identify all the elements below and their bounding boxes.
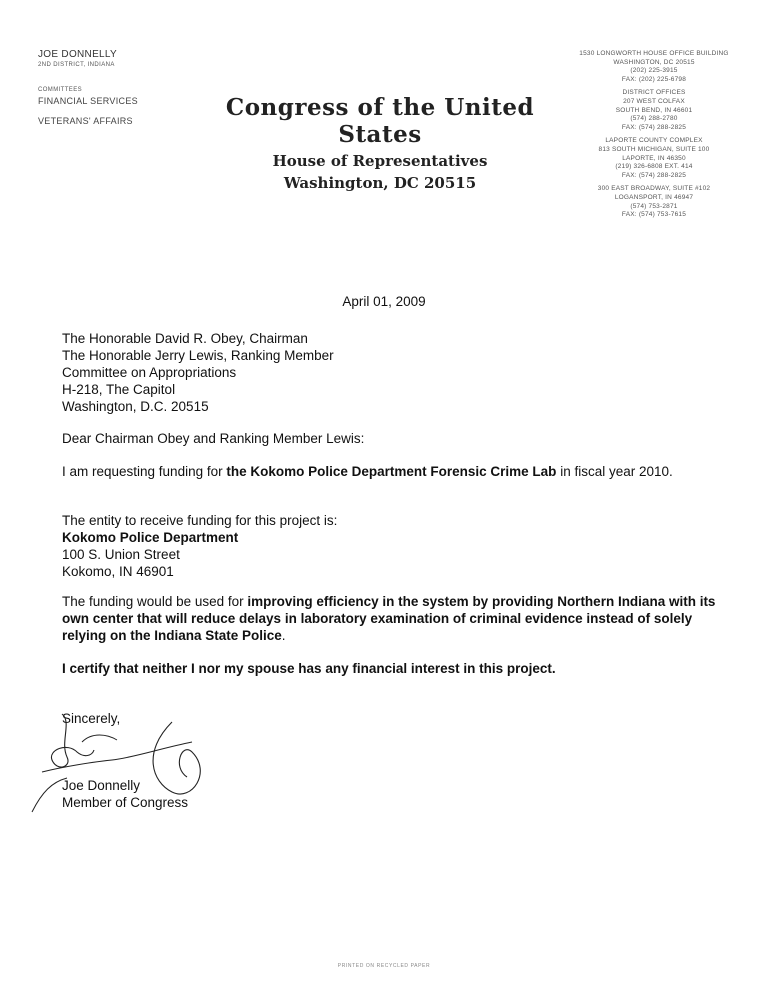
committee-item: VETERANS' AFFAIRS: [38, 116, 133, 126]
office-line: (202) 225-3915: [630, 67, 678, 75]
dc-office: [574, 50, 734, 84]
purpose-text: The funding would be used for: [62, 594, 248, 609]
district-offices-label: DISTRICT OFFICES: [622, 89, 686, 97]
addressee-line: H-218, The Capitol: [62, 382, 176, 397]
office-line: FAX: (202) 225-6798: [621, 75, 687, 83]
salutation: Dear Chairman Obey and Ranking Member Lewis:: [62, 431, 365, 446]
office-line: FAX: (574) 288-2825: [621, 123, 687, 131]
letterhead-house: House of Representatives: [272, 152, 488, 170]
letter-date: April 01, 2009: [342, 294, 426, 309]
funding-purpose-paragraph: [62, 593, 722, 644]
entity-street: 100 S. Union Street: [62, 547, 180, 562]
office-line: FAX: (574) 288-2825: [621, 171, 687, 179]
letterhead: [200, 94, 560, 192]
office-line: 300 EAST BROADWAY, SUITE #102: [597, 185, 711, 193]
project-name: the Kokomo Police Department Forensic Crime Lab: [226, 464, 557, 479]
request-text: I am requesting funding for: [62, 464, 227, 479]
request-paragraph: [62, 463, 722, 480]
letterhead-congress: Congress of the United States: [225, 94, 535, 148]
letterhead-city: Washington, DC 20515: [283, 174, 477, 192]
signer-title: Member of Congress: [62, 795, 189, 810]
signer-block: [62, 777, 722, 811]
addressee-block: [62, 330, 722, 415]
logansport-office: [574, 185, 734, 219]
closing: Sincerely,: [62, 711, 121, 726]
office-line: (574) 753-2871: [630, 202, 678, 210]
addressee-line: Committee on Appropriations: [62, 365, 237, 380]
office-line: SOUTH BEND, IN 46601: [615, 106, 693, 114]
sender-name: JOE DONNELLY: [38, 49, 117, 60]
entity-name: Kokomo Police Department: [62, 530, 239, 545]
addressee-line: The Honorable David R. Obey, Chairman: [62, 331, 308, 346]
request-text-end: in fiscal year 2010.: [556, 464, 673, 479]
office-addresses: [574, 50, 734, 225]
office-line: LOGANSPORT, IN 46947: [614, 193, 694, 201]
entity-block: [62, 512, 722, 580]
laporte-office: [574, 137, 734, 180]
entity-intro: The entity to receive funding for this project is:: [62, 513, 338, 528]
certification-statement: I certify that neither I nor my spouse has any financial interest in this project.: [62, 661, 556, 676]
office-line: (574) 288-2780: [630, 115, 678, 123]
addressee-line: The Honorable Jerry Lewis, Ranking Member: [62, 348, 334, 363]
signer-name: Joe Donnelly: [62, 778, 141, 793]
office-line: LAPORTE, IN 46350: [622, 154, 686, 162]
south-bend-office: [574, 98, 734, 132]
committees-label: COMMITTEES: [38, 87, 82, 93]
addressee-line: Washington, D.C. 20515: [62, 399, 209, 414]
office-line: 1530 LONGWORTH HOUSE OFFICE BUILDING: [579, 50, 729, 57]
sender-district: 2ND DISTRICT, INDIANA: [38, 62, 115, 68]
sender-block: [38, 49, 138, 127]
office-line: (219) 326-6808 EXT. 414: [615, 163, 693, 171]
office-line: LAPORTE COUNTY COMPLEX: [605, 137, 703, 145]
committee-item: FINANCIAL SERVICES: [38, 96, 138, 106]
purpose-detail: improving efficiency in the system by providing Northern Indiana with its own center that will reduce delays in laboratory examination of criminal evidence instead of solely relying on the Indiana State Police: [62, 594, 716, 643]
recycled-paper-note: PRINTED ON RECYCLED PAPER: [337, 963, 431, 969]
office-line: FAX: (574) 753-7615: [621, 211, 687, 219]
purpose-text-end: .: [281, 628, 286, 643]
office-line: 813 SOUTH MICHIGAN, SUITE 100: [598, 145, 710, 153]
office-line: WASHINGTON, DC 20515: [613, 58, 695, 66]
entity-city: Kokomo, IN 46901: [62, 564, 174, 579]
office-line: 207 WEST COLFAX: [623, 97, 685, 105]
